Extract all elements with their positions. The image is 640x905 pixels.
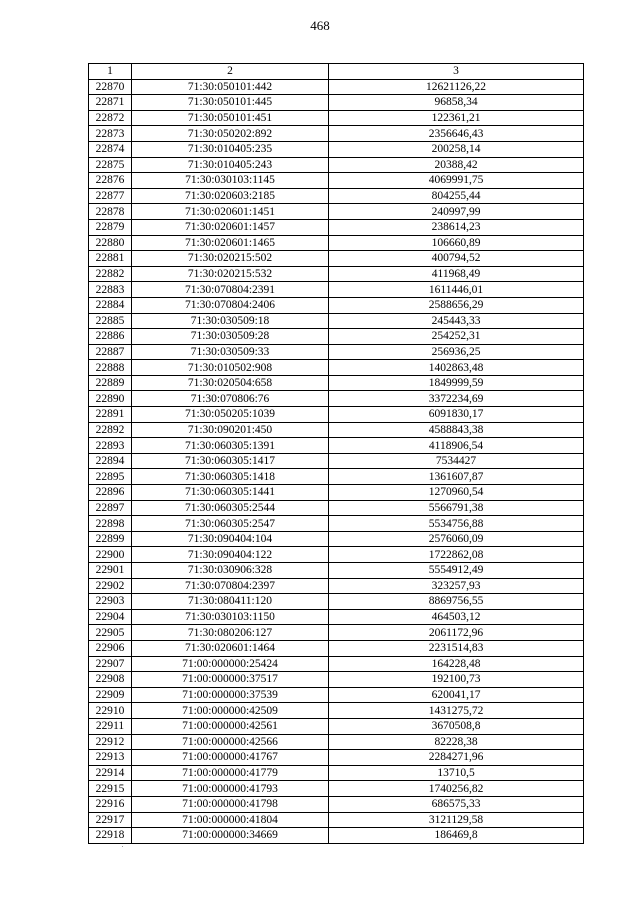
value-cell: 411968,49	[329, 266, 584, 282]
column-header-3: 3	[329, 64, 584, 80]
table-row	[89, 672, 584, 688]
value-cell: 1402863,48	[329, 360, 584, 376]
cadastral-number-cell: 71:30:020504:658	[132, 375, 329, 391]
value-cell: 186469,8	[329, 828, 584, 844]
cadastral-number-cell: 71:30:050101:451	[132, 110, 329, 126]
table-row	[89, 469, 584, 485]
row-number-cell: 22892	[89, 422, 132, 438]
table-body	[89, 79, 584, 843]
value-cell: 164228,48	[329, 656, 584, 672]
cadastral-number-cell: 71:00:000000:42509	[132, 703, 329, 719]
table-row	[89, 718, 584, 734]
cadastral-number-cell: 71:30:060305:1417	[132, 453, 329, 469]
table-row	[89, 422, 584, 438]
row-number-cell: 22898	[89, 516, 132, 532]
table-row	[89, 609, 584, 625]
cadastral-number-cell: 71:30:060305:1418	[132, 469, 329, 485]
cadastral-number-cell: 71:30:020601:1465	[132, 235, 329, 251]
value-cell: 1361607,87	[329, 469, 584, 485]
row-number-cell: 22912	[89, 734, 132, 750]
value-cell: 1270960,54	[329, 485, 584, 501]
value-cell: 6091830,17	[329, 407, 584, 423]
row-number-cell: 22900	[89, 547, 132, 563]
row-number-cell: 22908	[89, 672, 132, 688]
value-cell: 686575,33	[329, 796, 584, 812]
table-row	[89, 110, 584, 126]
row-number-cell: 22903	[89, 594, 132, 610]
row-number-cell: 22882	[89, 266, 132, 282]
value-cell: 96858,34	[329, 95, 584, 111]
row-number-cell: 22876	[89, 173, 132, 189]
value-cell: 5534756,88	[329, 516, 584, 532]
table-row	[89, 453, 584, 469]
cadastral-number-cell: 71:30:010405:243	[132, 157, 329, 173]
table-row	[89, 173, 584, 189]
cadastral-number-cell: 71:30:020603:2185	[132, 188, 329, 204]
page-number: 468	[310, 18, 330, 33]
row-number-cell: 22918	[89, 828, 132, 844]
cadastral-number-cell: 71:00:000000:37539	[132, 687, 329, 703]
cadastral-number-cell: 71:30:090201:450	[132, 422, 329, 438]
value-cell: 2061172,96	[329, 625, 584, 641]
value-cell: 4069991,75	[329, 173, 584, 189]
table-row	[89, 656, 584, 672]
row-number-cell: 22916	[89, 796, 132, 812]
row-number-cell: 22896	[89, 485, 132, 501]
row-number-cell: 22913	[89, 750, 132, 766]
cadastral-number-cell: 71:30:020601:1451	[132, 204, 329, 220]
cadastral-number-cell: 71:30:020601:1464	[132, 640, 329, 656]
row-number-cell: 22910	[89, 703, 132, 719]
value-cell: 13710,5	[329, 765, 584, 781]
value-cell: 8869756,55	[329, 594, 584, 610]
value-cell: 464503,12	[329, 609, 584, 625]
value-cell: 400794,52	[329, 251, 584, 267]
data-table	[88, 63, 584, 844]
value-cell: 2356646,43	[329, 126, 584, 142]
cadastral-number-cell: 71:30:030103:1150	[132, 609, 329, 625]
cadastral-number-cell: 71:30:090404:122	[132, 547, 329, 563]
value-cell: 804255,44	[329, 188, 584, 204]
cadastral-number-cell: 71:00:000000:42566	[132, 734, 329, 750]
cadastral-number-cell: 71:30:010502:908	[132, 360, 329, 376]
row-number-cell: 22891	[89, 407, 132, 423]
value-cell: 1611446,01	[329, 282, 584, 298]
row-number-cell: 22878	[89, 204, 132, 220]
row-number-cell: 22888	[89, 360, 132, 376]
cadastral-number-cell: 71:00:000000:34669	[132, 828, 329, 844]
row-number-cell: 22914	[89, 765, 132, 781]
column-header-2: 2	[132, 64, 329, 80]
row-number-cell: 22872	[89, 110, 132, 126]
table-row	[89, 329, 584, 345]
row-number-cell: 22902	[89, 578, 132, 594]
row-number-cell: 22894	[89, 453, 132, 469]
table-row	[89, 531, 584, 547]
cadastral-number-cell: 71:30:020601:1457	[132, 219, 329, 235]
cadastral-number-cell: 71:30:050202:892	[132, 126, 329, 142]
cadastral-number-cell: 71:00:000000:41804	[132, 812, 329, 828]
value-cell: 254252,31	[329, 329, 584, 345]
row-number-cell: 22887	[89, 344, 132, 360]
column-header-1: 1	[89, 64, 132, 80]
row-number-cell: 22890	[89, 391, 132, 407]
cadastral-number-cell: 71:30:070804:2391	[132, 282, 329, 298]
row-number-cell: 22917	[89, 812, 132, 828]
cadastral-number-cell: 71:30:020215:502	[132, 251, 329, 267]
table-row	[89, 500, 584, 516]
cadastral-number-cell: 71:30:050101:445	[132, 95, 329, 111]
row-number-cell: 22904	[89, 609, 132, 625]
value-cell: 192100,73	[329, 672, 584, 688]
value-cell: 12621126,22	[329, 79, 584, 95]
cadastral-number-cell: 71:00:000000:42561	[132, 718, 329, 734]
table-row	[89, 95, 584, 111]
row-number-cell: 22895	[89, 469, 132, 485]
value-cell: 20388,42	[329, 157, 584, 173]
table-row	[89, 640, 584, 656]
row-number-cell: 22874	[89, 141, 132, 157]
cadastral-number-cell: 71:30:060305:2544	[132, 500, 329, 516]
table-row	[89, 313, 584, 329]
table-row	[89, 750, 584, 766]
table-row	[89, 687, 584, 703]
row-number-cell: 22886	[89, 329, 132, 345]
row-number-cell: 22906	[89, 640, 132, 656]
scan-mark	[122, 846, 123, 847]
value-cell: 1740256,82	[329, 781, 584, 797]
cadastral-number-cell: 71:30:020215:532	[132, 266, 329, 282]
row-number-cell: 22907	[89, 656, 132, 672]
row-number-cell: 22901	[89, 563, 132, 579]
row-number-cell: 22915	[89, 781, 132, 797]
cadastral-number-cell: 71:30:030509:28	[132, 329, 329, 345]
value-cell: 3372234,69	[329, 391, 584, 407]
value-cell: 2231514,83	[329, 640, 584, 656]
value-cell: 106660,89	[329, 235, 584, 251]
value-cell: 2284271,96	[329, 750, 584, 766]
cadastral-number-cell: 71:30:010405:235	[132, 141, 329, 157]
cadastral-number-cell: 71:00:000000:25424	[132, 656, 329, 672]
value-cell: 82228,38	[329, 734, 584, 750]
table-row	[89, 360, 584, 376]
value-cell: 2576060,09	[329, 531, 584, 547]
value-cell: 1722862,08	[329, 547, 584, 563]
row-number-cell: 22885	[89, 313, 132, 329]
table-row	[89, 703, 584, 719]
cadastral-number-cell: 71:30:070804:2397	[132, 578, 329, 594]
table-row	[89, 375, 584, 391]
cadastral-number-cell: 71:00:000000:41767	[132, 750, 329, 766]
table-row	[89, 141, 584, 157]
table-row	[89, 266, 584, 282]
value-cell: 238614,23	[329, 219, 584, 235]
cadastral-number-cell: 71:30:070806:76	[132, 391, 329, 407]
cadastral-number-cell: 71:00:000000:41779	[132, 765, 329, 781]
table-row	[89, 391, 584, 407]
table-row	[89, 765, 584, 781]
cadastral-number-cell: 71:30:060305:2547	[132, 516, 329, 532]
value-cell: 122361,21	[329, 110, 584, 126]
row-number-cell: 22879	[89, 219, 132, 235]
cadastral-number-cell: 71:00:000000:41798	[132, 796, 329, 812]
value-cell: 5554912,49	[329, 563, 584, 579]
cadastral-number-cell: 71:30:080411:120	[132, 594, 329, 610]
cadastral-number-cell: 71:30:030509:18	[132, 313, 329, 329]
table-row	[89, 282, 584, 298]
table-row	[89, 438, 584, 454]
table-row	[89, 734, 584, 750]
row-number-cell: 22897	[89, 500, 132, 516]
table-row	[89, 79, 584, 95]
table-row	[89, 297, 584, 313]
cadastral-number-cell: 71:30:030509:33	[132, 344, 329, 360]
value-cell: 3670508,8	[329, 718, 584, 734]
table-row	[89, 547, 584, 563]
table-row	[89, 812, 584, 828]
cadastral-number-cell: 71:30:050101:442	[132, 79, 329, 95]
row-number-cell: 22905	[89, 625, 132, 641]
table-row	[89, 219, 584, 235]
row-number-cell: 22880	[89, 235, 132, 251]
table-row	[89, 781, 584, 797]
cadastral-number-cell: 71:30:050205:1039	[132, 407, 329, 423]
table-row	[89, 204, 584, 220]
table-row	[89, 188, 584, 204]
table-row	[89, 563, 584, 579]
row-number-cell: 22870	[89, 79, 132, 95]
value-cell: 7534427	[329, 453, 584, 469]
row-number-cell: 22883	[89, 282, 132, 298]
cadastral-number-cell: 71:30:080206:127	[132, 625, 329, 641]
value-cell: 2588656,29	[329, 297, 584, 313]
row-number-cell: 22899	[89, 531, 132, 547]
value-cell: 1849999,59	[329, 375, 584, 391]
row-number-cell: 22893	[89, 438, 132, 454]
value-cell: 323257,93	[329, 578, 584, 594]
table-row	[89, 578, 584, 594]
cadastral-number-cell: 71:00:000000:37517	[132, 672, 329, 688]
cadastral-number-cell: 71:30:090404:104	[132, 531, 329, 547]
table-row	[89, 344, 584, 360]
value-cell: 256936,25	[329, 344, 584, 360]
table-row	[89, 251, 584, 267]
cadastral-number-cell: 71:30:030906:328	[132, 563, 329, 579]
cadastral-number-cell: 71:30:060305:1441	[132, 485, 329, 501]
row-number-cell: 22884	[89, 297, 132, 313]
cadastral-number-cell: 71:30:030103:1145	[132, 173, 329, 189]
value-cell: 200258,14	[329, 141, 584, 157]
value-cell: 240997,99	[329, 204, 584, 220]
row-number-cell: 22889	[89, 375, 132, 391]
value-cell: 4588843,38	[329, 422, 584, 438]
value-cell: 620041,17	[329, 687, 584, 703]
value-cell: 245443,33	[329, 313, 584, 329]
table-row	[89, 828, 584, 844]
row-number-cell: 22873	[89, 126, 132, 142]
table-row	[89, 594, 584, 610]
cadastral-number-cell: 71:30:070804:2406	[132, 297, 329, 313]
table-header	[89, 64, 584, 80]
table-row	[89, 126, 584, 142]
row-number-cell: 22909	[89, 687, 132, 703]
row-number-cell: 22911	[89, 718, 132, 734]
row-number-cell: 22871	[89, 95, 132, 111]
row-number-cell: 22877	[89, 188, 132, 204]
cadastral-number-cell: 71:30:060305:1391	[132, 438, 329, 454]
table-row	[89, 625, 584, 641]
table-row	[89, 235, 584, 251]
row-number-cell: 22875	[89, 157, 132, 173]
table-header-row	[89, 64, 584, 80]
cadastral-number-cell: 71:00:000000:41793	[132, 781, 329, 797]
value-cell: 3121129,58	[329, 812, 584, 828]
table-row	[89, 516, 584, 532]
row-number-cell: 22881	[89, 251, 132, 267]
value-cell: 4118906,54	[329, 438, 584, 454]
table-row	[89, 157, 584, 173]
table-row	[89, 485, 584, 501]
table-row	[89, 407, 584, 423]
table-row	[89, 796, 584, 812]
value-cell: 1431275,72	[329, 703, 584, 719]
value-cell: 5566791,38	[329, 500, 584, 516]
